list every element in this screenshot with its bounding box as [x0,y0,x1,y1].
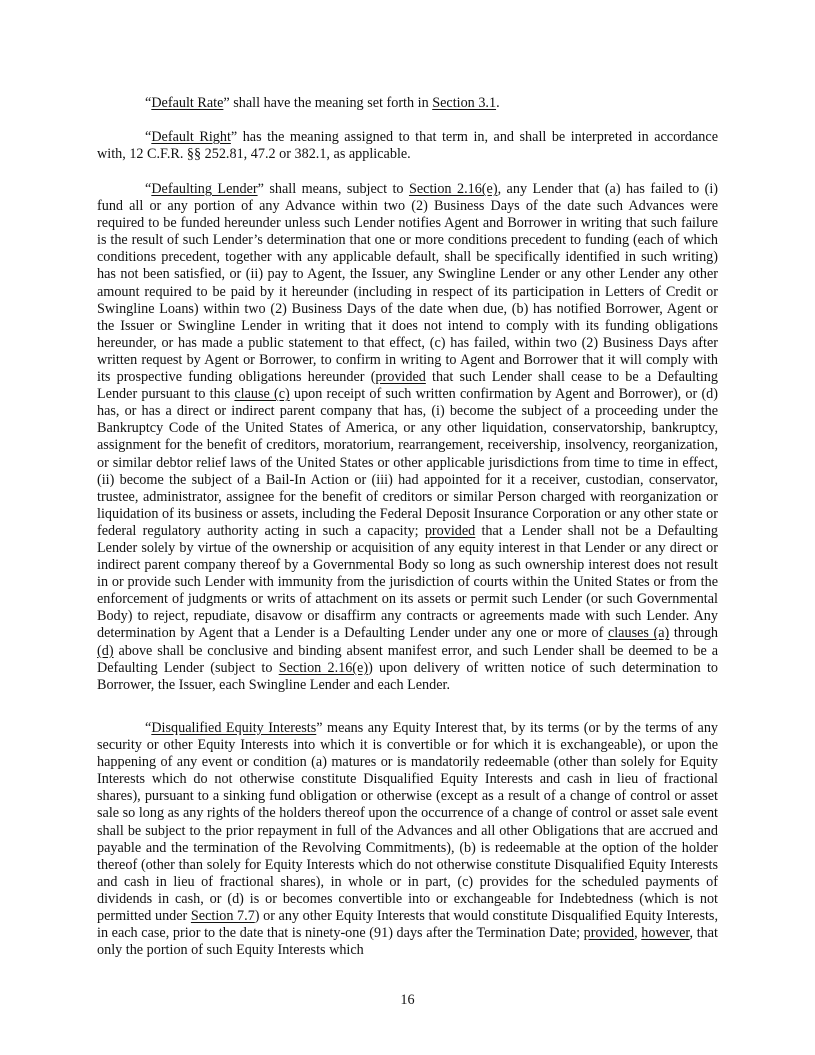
open-quote: “ [145,129,152,145]
section-reference: Section 3.1 [432,95,497,111]
however-term: however [641,925,690,942]
defined-term: Default Rate [151,95,224,111]
defined-term: Default Right [151,129,231,145]
paragraph-text: , [634,925,642,942]
paragraph-text: , that only the portion of such Equity Interests which [97,925,719,959]
paragraph-text: through [669,625,719,642]
page-number: 16 [400,992,415,1008]
paragraph-defaulting-lender [97,181,718,694]
paragraph-text: above shall be conclusive and binding absent manifest error, and such Lender shall be deemed to be a Defaulting Lender (subject to [97,642,718,676]
defined-term: Defaulting Lender [151,181,258,197]
clause-reference: clauses (a) [607,625,670,642]
paragraph-text: ) or any other Equity Interests that would constitute Disqualified Equity Interests, in each case, prior to the date that is ninety-one (91) days after the Termination Date; [97,908,719,942]
section-reference: Section 7.7 [190,908,255,925]
provided-term: provided [375,369,426,386]
paragraph-text: , any Lender that (a) has failed to (i) fund all or any portion of any Advance within two (2) Business Days of the date such Advances were required to be funded hereunder unless such Lender notifies Agent and Borrower in writing that such failure is the result of such Lender’s determination that one or more conditions precedent to funding (each of which conditions precedent, together with any applicable default, shall be specifically identified in such writing) has not been satisfied, or (ii) pay to Agent, the Issuer, any Swingline Lender or any other Lender any other amount required to be paid by it hereunder (including in respect of its participation in Letters of Credit or Swingline Loans) within two (2) Business Days of the date when due, (b) has notified Borrower, Agent or the Issuer or Swingline Lender in writing that it does not intend to comply with its funding obligations hereunder, or has made a public statement to that effect, (c) has failed, within two (2) Business Days after written request by Agent or Borrower, to confirm in writing to Agent and Borrower that it will comply with its prospective funding obligations hereunder ( [97,181,719,386]
provided-term: provided [424,522,476,539]
paragraph-text: ” means any Equity Interest that, by its terms (or by the terms of any security or other Equity Interests into which it is convertible or for which it is exchangeable), or upon the happening of any event or condition (a) matures or is mandatorily redeemable (other than solely for Equity Interests which do not otherwise constitute Disqualified Equity Interests and cash in lieu of fractional shares), pursuant to a sinking fund obligation or otherwise (except as a result of a change of control or asset sale so long as any rights of the holders thereof upon the occurrence of a change of control or asset sale event shall be subject to the prior repayment in full of the Advances and all other Obligations that are accrued and payable and the termination of the Revolving Commitments), (b) is redeemable at the option of the holder thereof (other than solely for Equity Interests which do not otherwise constitute Disqualified Equity Interests and cash in lieu of fractional shares), in whole or in part, (c) provides for the scheduled payments of dividends in cash, or (d) is or becomes convertible into or exchangeable for Indebtedness (which is not permitted under [97,720,719,925]
paragraph-text: ” shall means, subject to [257,181,409,197]
paragraph-default-right [97,129,718,163]
section-reference: Section 2.16(e) [408,181,498,197]
clause-reference: (d) [97,642,114,659]
section-reference: Section 2.16(e) [278,659,369,676]
open-quote: “ [145,720,152,736]
paragraph-default-rate [97,95,718,112]
provided-term: provided [583,925,635,942]
paragraph-disqualified-equity-interests [97,720,718,959]
paragraph-text: ” shall have the meaning set forth in [223,95,433,111]
paragraph-text: that such Lender shall cease to be a Defaulting Lender pursuant to this [97,369,718,403]
open-quote: “ [145,95,152,111]
paragraph-text: . [496,95,500,111]
paragraph-text: ) upon delivery of written notice of such determination to Borrower, the Issuer, each Swingline Lender and each Lender. [97,659,718,693]
paragraph-text: upon receipt of such written confirmation by Agent and Borrower), or (d) has, or has a direct or indirect parent company that has, (i) become the subject of a proceeding under the Bankruptcy Code of the United States of America, or any other liquidation, conservatorship, bankruptcy, assignment for the benefit of creditors, moratorium, rearrangement, receivership, insolvency, reorganization, or similar debtor relief laws of the United States or other applicable jurisdictions from time to time in effect, (ii) become the subject of a Bail-In Action or (iii) had appointed for it a receiver, custodian, conservator, trustee, administrator, assignee for the benefit of creditors or similar Person charged with reorganization or liquidation of its business or assets, including the Federal Deposit Insurance Corporation or any other state or federal regulatory authority acting in such a capacity; [97,386,718,539]
paragraph-text: ” has the meaning assigned to that term in, and shall be interpreted in accordance with, 12 C.F.R. §§ 252.81, 47.2 or 382.1, as applicable. [97,129,718,163]
paragraph-text: that a Lender shall not be a Defaulting Lender solely by virtue of the ownership or acquisition of any equity interest in that Lender or any direct or indirect parent company thereof by a Governmental Body so long as such ownership interest does not result in or provide such Lender with immunity from the jurisdiction of courts within the United States or from the enforcement of judgments or writs of attachment on its assets or permit such Lender (or such Governmental Body) to reject, repudiate, disavow or disaffirm any contracts or agreements made with such Lender. Any determination by Agent that a Lender is a Defaulting Lender under any one or more of [97,522,719,642]
defined-term: Disqualified Equity Interests [151,720,317,736]
clause-reference: clause (c) [234,386,290,403]
open-quote: “ [145,181,152,197]
